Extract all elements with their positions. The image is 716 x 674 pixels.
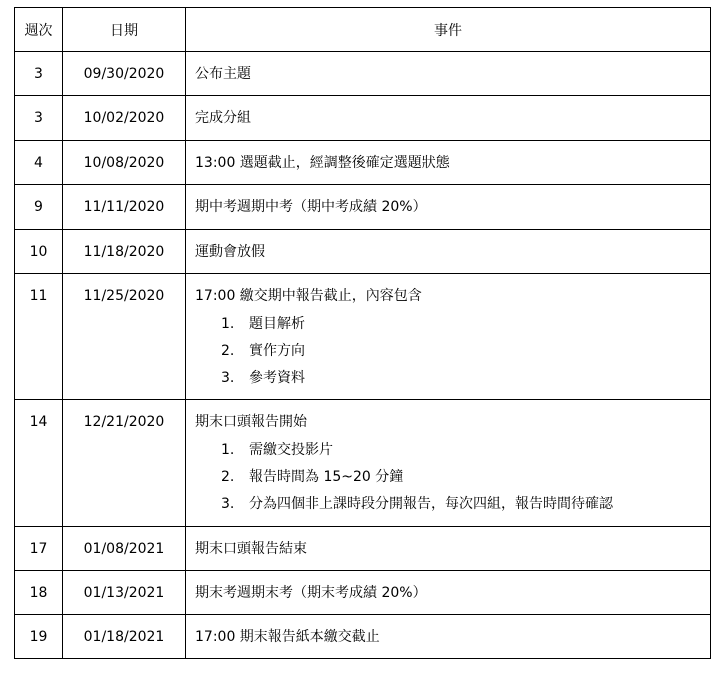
list-text: 分為四個非上課時段分開報告，每次四組，報告時間待確認	[249, 496, 613, 512]
table-row	[15, 185, 711, 230]
list-number: 1.	[221, 442, 235, 458]
date-cell: 01/18/2021	[63, 615, 186, 659]
schedule-table	[14, 7, 711, 659]
table-row	[15, 52, 711, 96]
event-cell: 公布主題	[186, 52, 711, 96]
date-cell: 10/08/2020	[63, 141, 186, 185]
week-cell: 18	[15, 571, 63, 615]
week-cell: 10	[15, 230, 63, 274]
date-cell: 12/21/2020	[63, 400, 186, 527]
event-text: 期末口頭報告開始	[195, 414, 307, 430]
event-sublist	[195, 311, 710, 392]
header-week: 週次	[15, 8, 63, 52]
list-number: 2.	[221, 343, 235, 359]
list-item	[221, 338, 710, 365]
week-cell: 17	[15, 527, 63, 571]
event-cell	[186, 274, 711, 400]
list-item	[221, 365, 710, 392]
event-cell	[186, 400, 711, 527]
date-cell: 01/13/2021	[63, 571, 186, 615]
list-number: 3.	[221, 496, 235, 512]
event-cell: 完成分組	[186, 96, 711, 141]
table-row	[15, 571, 711, 615]
table-row	[15, 274, 711, 400]
table-row	[15, 400, 711, 527]
date-cell: 09/30/2020	[63, 52, 186, 96]
event-sublist	[195, 437, 710, 518]
event-cell: 運動會放假	[186, 230, 711, 274]
date-cell: 10/02/2020	[63, 96, 186, 141]
date-cell: 01/08/2021	[63, 527, 186, 571]
date-cell: 11/11/2020	[63, 185, 186, 230]
event-cell: 期末口頭報告結束	[186, 527, 711, 571]
list-number: 2.	[221, 469, 235, 485]
list-item	[221, 437, 710, 464]
week-cell: 3	[15, 52, 63, 96]
week-cell: 19	[15, 615, 63, 659]
list-item	[221, 491, 710, 518]
table-row	[15, 527, 711, 571]
list-text: 題目解析	[249, 316, 305, 332]
list-item	[221, 311, 710, 338]
table-row	[15, 615, 711, 659]
event-cell: 期中考週期中考（期中考成績 20%）	[186, 185, 711, 230]
header-event: 事件	[186, 8, 711, 52]
list-text: 參考資料	[249, 370, 305, 386]
week-cell: 9	[15, 185, 63, 230]
list-text: 報告時間為 15~20 分鐘	[249, 469, 404, 485]
week-cell: 14	[15, 400, 63, 527]
list-item	[221, 464, 710, 491]
event-cell: 17:00 期末報告紙本繳交截止	[186, 615, 711, 659]
list-text: 實作方向	[249, 343, 305, 359]
list-text: 需繳交投影片	[249, 442, 333, 458]
list-number: 1.	[221, 316, 235, 332]
week-cell: 4	[15, 141, 63, 185]
week-cell: 3	[15, 96, 63, 141]
event-cell: 期末考週期末考（期末考成績 20%）	[186, 571, 711, 615]
date-cell: 11/18/2020	[63, 230, 186, 274]
event-text: 17:00 繳交期中報告截止，內容包含	[195, 288, 422, 304]
table-row	[15, 141, 711, 185]
event-cell: 13:00 選題截止，經調整後確定選題狀態	[186, 141, 711, 185]
date-cell: 11/25/2020	[63, 274, 186, 400]
table-row	[15, 96, 711, 141]
list-number: 3.	[221, 370, 235, 386]
week-cell: 11	[15, 274, 63, 400]
header-date: 日期	[63, 8, 186, 52]
table-row	[15, 230, 711, 274]
header-row	[15, 8, 711, 52]
